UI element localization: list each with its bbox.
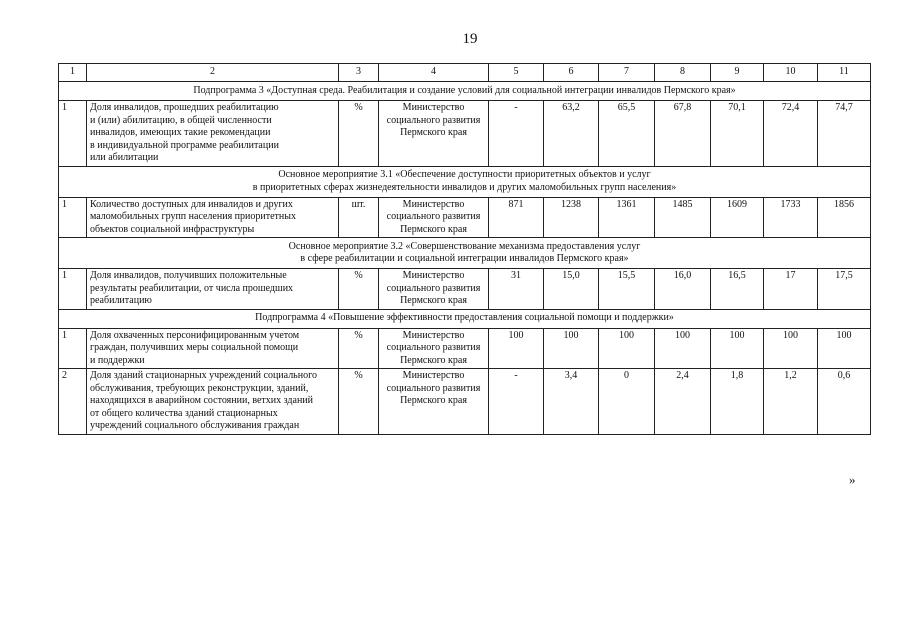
responsible-executor-line: Пермского края [400, 295, 467, 306]
responsible-executor-line: Министерство [402, 102, 465, 113]
indicators-table [58, 63, 871, 435]
indicator-value: 0,6 [818, 369, 871, 435]
header-cell: 6 [544, 64, 599, 82]
responsible-executor-line: Министерство [402, 270, 465, 281]
section-heading-line: Основное мероприятие 3.1 «Обеспечение доступности приоритетных объектов и услуг [278, 169, 651, 180]
responsible-executor-line: Министерство [402, 370, 465, 381]
section-heading-row [59, 166, 871, 197]
section-heading [59, 238, 871, 269]
indicator-value: 1361 [599, 197, 655, 238]
indicator-name-line: результаты реабилитации, от числа прошедших [90, 282, 294, 294]
unit-of-measure: % [339, 369, 379, 435]
indicator-name-line: и поддержки [90, 354, 145, 366]
section-heading [59, 82, 871, 101]
row-number: 1 [59, 269, 87, 310]
indicator-value: 100 [489, 328, 544, 369]
indicator-name-line: Доля зданий стационарных учреждений социального [90, 370, 317, 381]
unit-of-measure: шт. [339, 197, 379, 238]
responsible-executor-line: Пермского края [400, 395, 467, 406]
indicator-row [59, 328, 871, 369]
indicator-value: 15,0 [544, 269, 599, 310]
row-number: 2 [59, 369, 87, 435]
indicator-value: 1485 [655, 197, 711, 238]
indicator-value: 1,8 [711, 369, 764, 435]
indicator-value: 100 [764, 328, 818, 369]
indicator-row [59, 369, 871, 435]
responsible-executor-line: социального развития [386, 114, 481, 126]
indicator-name-line: граждан, получивших меры социальной помощи [90, 342, 299, 353]
indicator-value: 100 [655, 328, 711, 369]
indicator-value: - [489, 101, 544, 167]
page-number: 19 [462, 31, 478, 47]
indicator-name-line: находящихся в аварийном состоянии, ветхих зданий [90, 395, 313, 406]
responsible-executor [379, 101, 489, 167]
indicator-value: 16,0 [655, 269, 711, 310]
header-cell: 4 [379, 64, 489, 82]
unit-of-measure: % [339, 269, 379, 310]
unit-of-measure: % [339, 328, 379, 369]
indicator-value: 100 [711, 328, 764, 369]
indicator-value: 3,4 [544, 369, 599, 435]
section-heading-row [59, 82, 871, 101]
indicator-value: 70,1 [711, 101, 764, 167]
responsible-executor-line: Министерство [402, 198, 465, 210]
section-heading-line: Подпрограмма 4 «Повышение эффективности предоставления социальной помощи и поддержки» [255, 312, 674, 324]
indicator-name-line: маломобильных групп населения приоритетных [90, 211, 296, 222]
responsible-executor [379, 269, 489, 310]
header-cell: 5 [489, 64, 544, 82]
indicator-value: 74,7 [818, 101, 871, 167]
header-cell: 10 [764, 64, 818, 82]
header-cell: 7 [599, 64, 655, 82]
indicator-row [59, 269, 871, 310]
indicator-name-line: от общего количества зданий стационарных [90, 407, 278, 419]
indicator-value: 100 [599, 328, 655, 369]
unit-of-measure: % [339, 101, 379, 167]
indicator-name-line: Доля инвалидов, получивших положительные [90, 270, 287, 281]
header-cell: 3 [339, 64, 379, 82]
header-cell: 11 [818, 64, 871, 82]
indicator-name [87, 101, 339, 167]
indicator-name-line: Доля охваченных персонифицированным учетом [90, 329, 300, 341]
indicator-value: 1609 [711, 197, 764, 238]
indicator-name [87, 328, 339, 369]
section-heading-row [59, 238, 871, 269]
indicator-name-line: инвалидов, имеющих такие рекомендации [90, 127, 271, 138]
section-heading-line: в сфере реабилитации и социальной интеграции инвалидов Пермского края» [300, 253, 629, 264]
row-number: 1 [59, 328, 87, 369]
responsible-executor-line: Пермского края [400, 223, 467, 235]
responsible-executor-line: социального развития [386, 342, 481, 353]
column-number-header-row [59, 64, 871, 82]
indicator-value: 1,2 [764, 369, 818, 435]
indicator-value: 17,5 [818, 269, 871, 310]
indicator-name-line: и (или) абилитацию, в общей численности [90, 114, 272, 126]
indicator-value: 65,5 [599, 101, 655, 167]
indicator-name-line: учреждений социального обслуживания граждан [90, 420, 300, 431]
header-cell: 1 [59, 64, 87, 82]
indicator-name-line: или абилитации [90, 152, 159, 163]
responsible-executor-line: Пермского края [400, 127, 467, 138]
indicator-value: 72,4 [764, 101, 818, 167]
indicator-name [87, 369, 339, 435]
indicator-value: 100 [818, 328, 871, 369]
indicator-name [87, 197, 339, 238]
indicator-row [59, 101, 871, 167]
header-cell: 8 [655, 64, 711, 82]
indicator-value: 15,5 [599, 269, 655, 310]
section-heading-row [59, 309, 871, 328]
indicator-name-line: Количество доступных для инвалидов и других [90, 198, 293, 210]
responsible-executor [379, 197, 489, 238]
responsible-executor-line: Министерство [402, 329, 465, 341]
responsible-executor [379, 328, 489, 369]
indicator-value: 1238 [544, 197, 599, 238]
closing-quote: » [849, 472, 856, 487]
indicator-row [59, 197, 871, 238]
section-heading-line: в приоритетных сферах жизнедеятельности инвалидов и других маломобильных групп населения» [252, 181, 677, 193]
indicator-name-line: обслуживания, требующих реконструкции, зданий, [90, 382, 309, 394]
responsible-executor [379, 369, 489, 435]
row-number: 1 [59, 197, 87, 238]
indicator-name-line: объектов социальной инфраструктуры [90, 223, 255, 235]
indicator-name-line: в индивидуальной программе реабилитации [90, 139, 279, 151]
responsible-executor-line: социального развития [386, 382, 481, 394]
indicator-name [87, 269, 339, 310]
section-heading-line: Подпрограмма 3 «Доступная среда. Реабилитация и создание условий для социальной интеграции инвалидов Пермского края» [193, 84, 736, 96]
indicator-value: 1733 [764, 197, 818, 238]
indicator-value: 16,5 [711, 269, 764, 310]
indicator-value: 2,4 [655, 369, 711, 435]
indicator-value: 63,2 [544, 101, 599, 167]
indicator-value: - [489, 369, 544, 435]
indicator-value: 67,8 [655, 101, 711, 167]
responsible-executor-line: социального развития [386, 211, 481, 222]
section-heading [59, 166, 871, 197]
responsible-executor-line: Пермского края [400, 354, 467, 366]
indicator-value: 871 [489, 197, 544, 238]
indicator-value: 100 [544, 328, 599, 369]
indicator-value: 31 [489, 269, 544, 310]
responsible-executor-line: социального развития [386, 282, 481, 294]
row-number: 1 [59, 101, 87, 167]
indicator-name-line: Доля инвалидов, прошедших реабилитацию [90, 102, 279, 113]
header-cell: 2 [87, 64, 339, 82]
section-heading-line: Основное мероприятие 3.2 «Совершенствование механизма предоставления услуг [288, 240, 641, 252]
indicator-name-line: реабилитацию [90, 295, 152, 306]
section-heading [59, 309, 871, 328]
indicator-value: 17 [764, 269, 818, 310]
indicator-value: 1856 [818, 197, 871, 238]
indicator-value: 0 [599, 369, 655, 435]
header-cell: 9 [711, 64, 764, 82]
table-body [59, 64, 871, 435]
